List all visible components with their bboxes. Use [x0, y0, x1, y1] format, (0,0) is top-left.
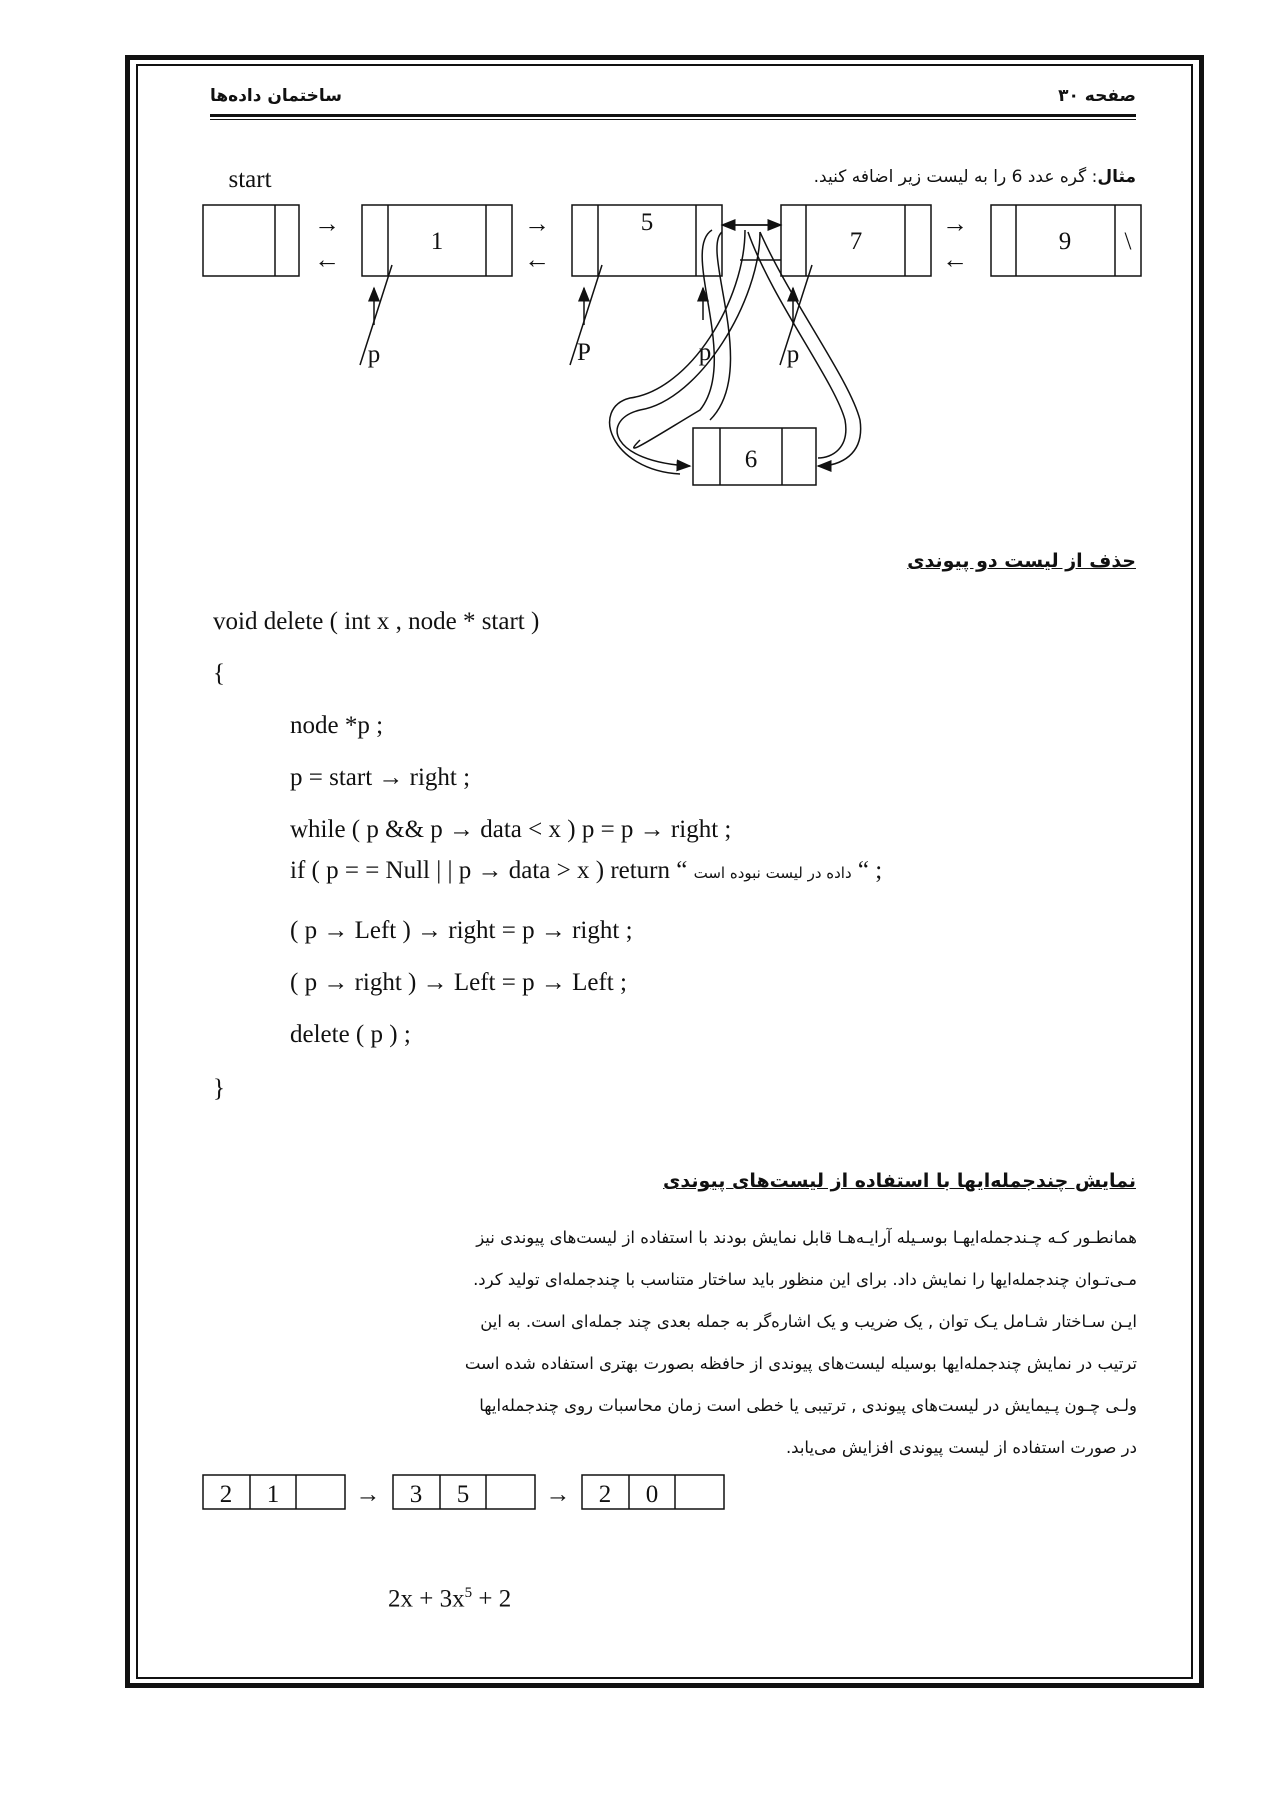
term-1-coef: 2 [219, 1481, 233, 1508]
formula-main: 2x + 3x [388, 1585, 465, 1613]
paragraph-line: ایـن سـاختار شـامل یـک توان , یک ضریب و یک اشاره‌گر به جمله بعدی چند جمله‌ای است. به این [480, 1312, 1137, 1331]
term-2-exp: 5 [456, 1481, 470, 1508]
code-line-7: ( p → Left ) → right = p → right ; [290, 917, 633, 944]
node-value-5: 5 [640, 209, 654, 236]
pointer-label-1: p [367, 341, 381, 368]
term-3-coef: 2 [598, 1481, 612, 1508]
arrow-left-3: ← [942, 245, 968, 274]
node-value-7: 7 [849, 228, 863, 255]
paragraph-line: ترتیب در نمایش چندجمله‌ایها بوسیله لیست‌های پیوندی از حافظه بصورت بهتری استفاده شده است [464, 1354, 1137, 1373]
formula-exponent: 5 [464, 1585, 473, 1601]
paragraph-line: در صورت استفاده از لیست پیوندی افزایش می‌یابد. [785, 1438, 1137, 1457]
null-marker: \ [1124, 228, 1132, 255]
node-value-1: 1 [430, 228, 444, 255]
polynomial-formula [388, 1585, 511, 1613]
code-line-6-message: داده در لیست نبوده است [693, 864, 852, 882]
polynomial-paragraph [205, 1217, 1137, 1469]
heading-polynomials: نمایش چندجمله‌ایها با استفاده از لیست‌های پیوندی [663, 1170, 1136, 1192]
header-book-title: ساختمان داده‌ها [210, 86, 342, 106]
arrow-left-2: ← [524, 245, 550, 274]
pointer-label-4: p [786, 341, 800, 368]
start-node [203, 205, 299, 276]
term-1-exp: 1 [266, 1481, 280, 1508]
code-line-6-end: “ ; [857, 857, 883, 884]
pointer-label-3: p [698, 339, 712, 366]
formula-tail: + 2 [472, 1585, 512, 1613]
arrow-right-2: → [524, 209, 550, 238]
example-text: : گره عدد 6 را به لیست زیر اضافه کنید. [813, 167, 1098, 187]
code-line-9: delete ( p ) ; [290, 1021, 411, 1048]
code-line-4: p = start → right ; [290, 764, 471, 791]
term-2-coef: 3 [409, 1481, 423, 1508]
code-line-8: ( p → right ) → Left = p → Left ; [290, 969, 627, 996]
code-line-2: { [213, 660, 225, 687]
doubly-linked-list-diagram [0, 0, 1279, 520]
arrow-right-1: → [314, 209, 340, 238]
new-node-value: 6 [744, 446, 758, 473]
heading-delete: حذف از لیست دو پیوندی [907, 550, 1136, 572]
arrow-left-1: ← [314, 245, 340, 274]
term-arrow-2: → [545, 1481, 571, 1508]
example-label: مثال [1097, 167, 1136, 187]
header-page-number: صفحه ۳۰ [1058, 86, 1136, 106]
term-3-exp: 0 [645, 1481, 659, 1508]
polynomial-list-diagram [0, 1470, 1279, 1590]
node-value-9: 9 [1058, 228, 1072, 255]
start-label: start [228, 166, 272, 193]
code-line-10: } [213, 1075, 225, 1102]
paragraph-line: مـی‌تـوان چندجمله‌ایها را نمایش داد. برای این منظور باید ساختار متناسب با چندجمله‌ای تولید کرد. [473, 1270, 1137, 1289]
code-line-5: while ( p && p → data < x ) p = p → right ; [290, 816, 732, 843]
paragraph-line: ولـی چـون پـیمایش در لیست‌های پیوندی , ترتیبی یا خطی است زمان محاسبات روی چندجمله‌ایها [479, 1396, 1137, 1415]
term-arrow-1: → [355, 1481, 381, 1508]
paragraph-line: همانطـور کـه چـندجمله‌ایهـا بوسـیله آرایـه‌هـا قابل نمایش بودند با استفاده از لیست‌های پیوندی نیز [476, 1228, 1137, 1247]
code-line-6 [290, 857, 882, 885]
pointer-label-2: P [577, 339, 591, 366]
code-line-1: void delete ( int x , node * start ) [213, 608, 540, 635]
arrow-right-3: → [942, 209, 968, 238]
code-line-6-start: if ( p = = Null | | p → data > x ) return “ [290, 857, 688, 884]
code-line-3: node *p ; [290, 712, 384, 739]
